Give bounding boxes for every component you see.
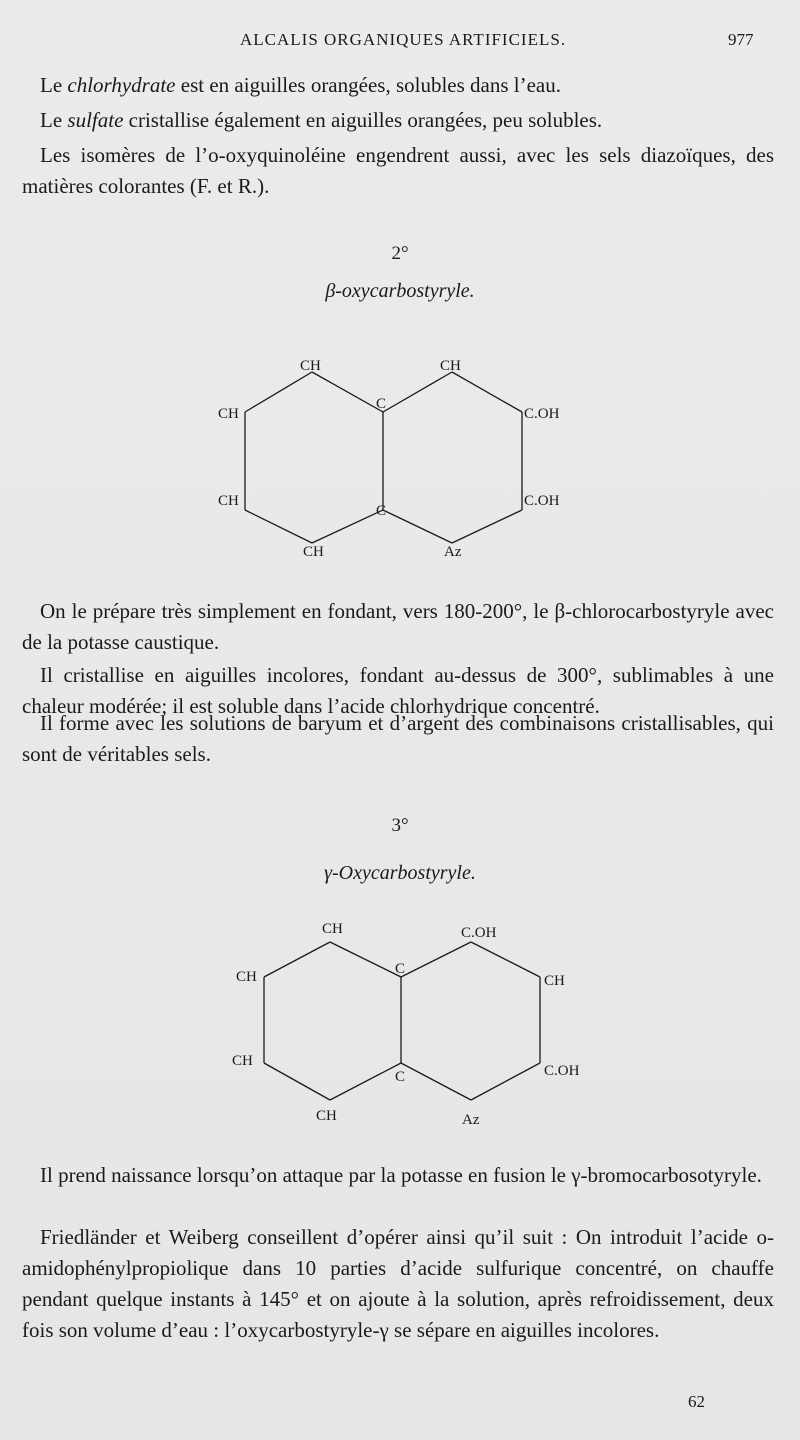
atom-label: C <box>376 503 387 519</box>
atom-label: CH <box>322 921 343 937</box>
section-title-gamma: γ-Oxycarbostyryle. <box>324 862 476 884</box>
running-title: ALCALIS ORGANIQUES ARTIFICIELS. <box>240 30 567 49</box>
running-header <box>0 30 800 54</box>
structural-formula-gamma <box>0 915 800 1130</box>
atom-label: CH <box>316 1108 337 1124</box>
atom-label: CH <box>218 493 239 509</box>
paragraph-sels: Il forme avec les solutions de baryum et d’argent des combinaisons cristallisables, qui sont de véritables sels. <box>22 711 774 766</box>
atom-label: Az <box>444 544 462 560</box>
atom-label: CH <box>218 406 239 422</box>
section-title-beta: β-oxycarbostyryle. <box>325 280 475 302</box>
atom-label: C <box>376 396 387 412</box>
paragraph-naissance: Il prend naissance lorsqu’on attaque par la potasse en fusion le γ-bromocarbosotyryle. <box>40 1163 762 1187</box>
atom-label: C.OH <box>524 406 560 422</box>
structural-formula-beta <box>0 350 800 570</box>
atom-label: C.OH <box>524 493 560 509</box>
page-number: 977 <box>728 30 754 49</box>
atom-label: Az <box>462 1112 480 1128</box>
atom-label: CH <box>232 1053 253 1069</box>
atom-label: C <box>395 961 406 977</box>
atom-label: CH <box>544 973 565 989</box>
atom-label: CH <box>303 544 324 560</box>
paragraph-chlorhydrate: Le chlorhydrate est en aiguilles orangées, solubles dans l’eau. <box>40 73 561 97</box>
section-number-3: 3° <box>391 815 409 836</box>
atom-label: C <box>395 1069 406 1085</box>
paragraph-isomeres: Les isomères de l’o-oxyquinoléine engendrent aussi, avec les sels diazoïques, des matières colorantes (F. et R.). <box>22 143 774 198</box>
atom-label: C.OH <box>461 925 497 941</box>
atom-label: CH <box>236 969 257 985</box>
signature-mark: 62 <box>688 1392 705 1411</box>
term-sulfate: sulfate <box>67 108 124 132</box>
atom-label: CH <box>300 358 321 374</box>
paragraph-preparation: On le prépare très simplement en fondant, vers 180-200°, le β-chlorocarbostyryle avec de la potasse caustique. <box>22 599 774 654</box>
atom-label: CH <box>440 358 461 374</box>
paragraph-sulfate: Le sulfate cristallise également en aiguilles orangées, peu solubles. <box>40 108 603 132</box>
section-number-2: 2° <box>391 243 409 264</box>
term-chlorhydrate: chlorhydrate <box>67 73 176 97</box>
atom-label: C.OH <box>544 1063 580 1079</box>
paragraph-cristallise: Il cristallise en aiguilles incolores, fondant au-dessus de 300°, sublimables à une chaleur modérée; il est soluble dans l’acide chlorhydrique concentré. <box>22 663 774 718</box>
paragraph-friedlander: Friedländer et Weiberg conseillent d’opérer ainsi qu’il suit : On introduit l’acide o-amidophénylpropiolique dans 10 parties d’acide sulfurique concentré, on chauffe pendant quelque instants à 145° et on ajoute à la solution, après refroidissement, deux fois son volume d’eau : l’oxycarbostyryle-γ se sépare en aiguilles incolores. <box>22 1225 774 1342</box>
